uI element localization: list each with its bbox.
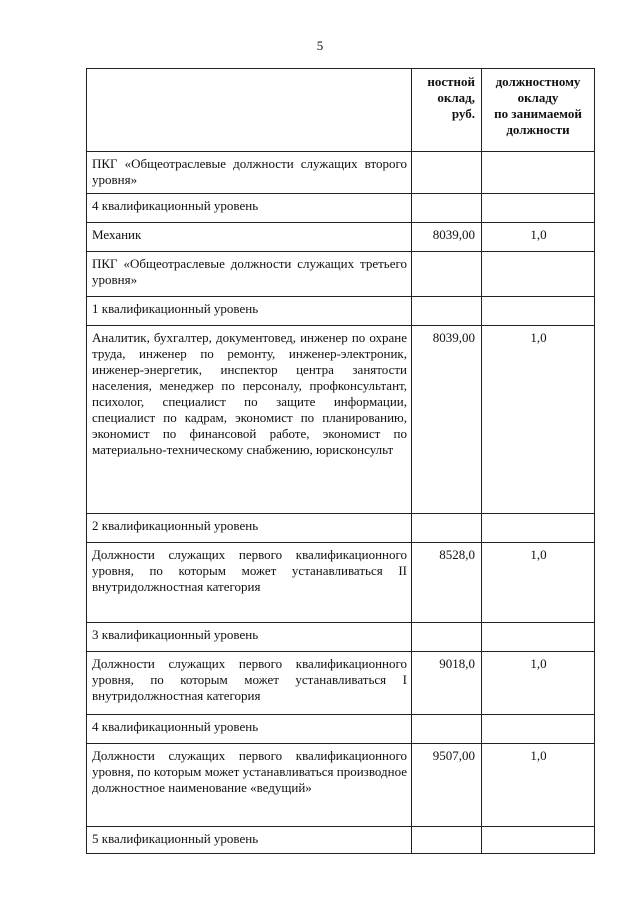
header-coef-line: окладу [517,90,559,105]
row-salary [412,194,482,223]
row-salary: 8039,00 [412,326,482,514]
header-coef-line: должностному [495,74,581,89]
row-salary [412,297,482,326]
row-coefficient: 1,0 [482,543,595,623]
header-salary-line: ностной [427,74,475,89]
row-name: Механик [87,223,412,252]
row-name: Аналитик, бухгалтер, документовед, инженер по охране труда, инженер по ремонту, инженер-электроник, инженер-энергетик, инспектор центра занятости населения, менеджер по персоналу, профконсультант, психолог, специалист по защите информации, специалист по кадрам, экономист по планированию, экономист по финансовой работе, экономист по материально-техническому снабжению, юрисконсульт [87,326,412,514]
row-name: 4 квалификационный уровень [87,194,412,223]
row-name: ПКГ «Общеотраслевые должности служащих второго уровня» [87,152,412,194]
header-salary-line: руб. [451,106,475,121]
table-row [87,514,595,543]
table-row [87,223,595,252]
row-salary: 9018,0 [412,652,482,715]
table-row [87,152,595,194]
row-name: 4 квалификационный уровень [87,715,412,744]
row-coefficient [482,297,595,326]
table-row [87,744,595,827]
row-name: Должности служащих первого квалификационного уровня, по которым может устанавливаться производное должностное наименование «ведущий» [87,744,412,827]
header-salary [412,69,482,152]
salary-table [86,68,595,854]
row-coefficient: 1,0 [482,652,595,715]
row-salary: 9507,00 [412,744,482,827]
page-number: 5 [316,38,324,53]
table-row [87,652,595,715]
row-coefficient: 1,0 [482,744,595,827]
row-name: 3 квалификационный уровень [87,623,412,652]
row-coefficient [482,715,595,744]
table-row [87,297,595,326]
header-coefficient [482,69,595,152]
row-coefficient [482,152,595,194]
row-coefficient [482,514,595,543]
row-salary [412,623,482,652]
row-name: Должности служащих первого квалификационного уровня, по которым может устанавливаться II внутридолжностная категория [87,543,412,623]
header-coef-line: по занимаемой [494,106,582,121]
table-row [87,194,595,223]
row-name: 1 квалификационный уровень [87,297,412,326]
table-row [87,326,595,514]
table-row [87,623,595,652]
row-coefficient [482,623,595,652]
header-salary-line: оклад, [437,90,475,105]
row-name: ПКГ «Общеотраслевые должности служащих третьего уровня» [87,252,412,297]
row-salary [412,252,482,297]
row-salary: 8039,00 [412,223,482,252]
header-coef-line: должности [506,122,570,137]
row-name: Должности служащих первого квалификационного уровня, по которым может устанавливаться I внутридолжностная категория [87,652,412,715]
row-name: 2 квалификационный уровень [87,514,412,543]
row-salary [412,715,482,744]
table-row [87,252,595,297]
table-row [87,715,595,744]
row-salary [412,827,482,854]
row-salary [412,152,482,194]
table-row [87,827,595,854]
table-row [87,543,595,623]
row-coefficient [482,252,595,297]
row-coefficient: 1,0 [482,223,595,252]
row-coefficient: 1,0 [482,326,595,514]
row-coefficient [482,194,595,223]
row-coefficient [482,827,595,854]
table-header-row [87,69,595,152]
row-salary [412,514,482,543]
row-name: 5 квалификационный уровень [87,827,412,854]
header-position [87,69,412,152]
row-salary: 8528,0 [412,543,482,623]
